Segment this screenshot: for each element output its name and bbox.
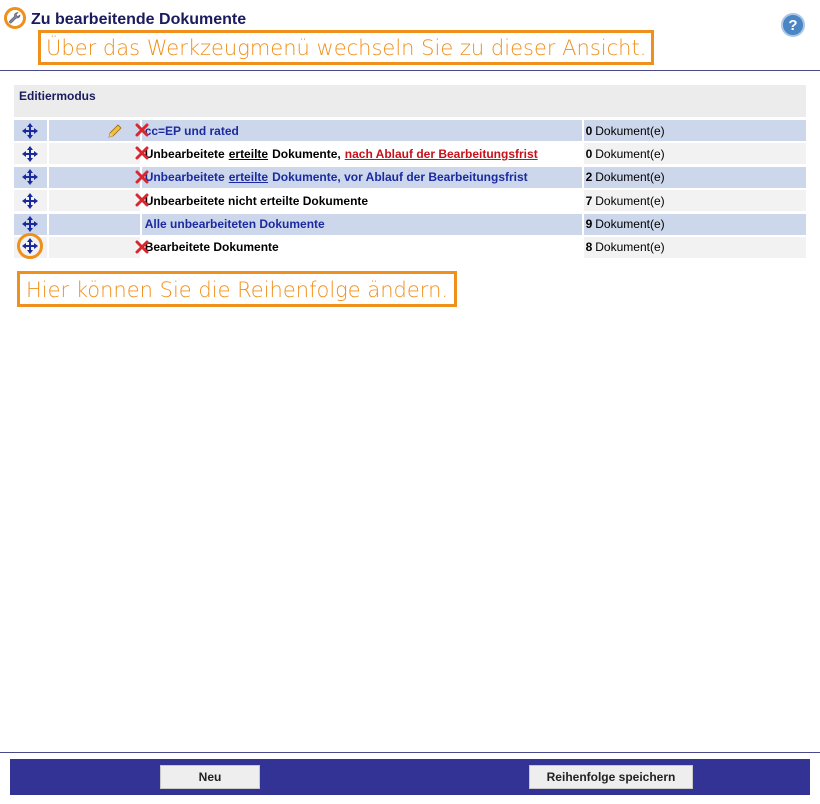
move-icon	[22, 216, 38, 232]
move-icon	[22, 238, 38, 254]
delete-icon[interactable]	[135, 146, 149, 165]
row-label[interactable]: Alle unbearbeiteten Dokumente	[142, 214, 582, 235]
list-item	[14, 167, 806, 188]
mode-bar	[14, 85, 806, 117]
row-label[interactable]	[142, 167, 582, 188]
row-label[interactable]: Unbearbeitete nicht erteilte Dokumente	[142, 190, 582, 211]
count-value: 0	[585, 123, 593, 138]
header-divider	[0, 70, 820, 71]
count-value: 2	[585, 170, 593, 185]
move-icon	[22, 169, 38, 185]
row-count	[584, 214, 806, 235]
highlight-ring	[17, 233, 43, 259]
label-part: Dokumente,	[272, 146, 341, 161]
deadline-link[interactable]: nach Ablauf der Bearbeitungsfrist	[344, 146, 538, 161]
label-part: Dokumente, vor Ablauf der Bearbeitungsfrist	[272, 170, 528, 185]
delete-icon[interactable]	[135, 240, 149, 259]
count-value: 0	[585, 146, 593, 161]
mode-label: Editiermodus	[19, 89, 96, 103]
wrench-icon[interactable]	[4, 7, 26, 29]
delete-icon[interactable]	[135, 193, 149, 212]
count-value: 8	[585, 240, 593, 255]
list-item	[14, 143, 806, 164]
footer-bar	[10, 759, 810, 795]
count-unit: Dokument(e)	[595, 217, 665, 232]
row-label[interactable]	[142, 143, 582, 164]
list-item	[14, 120, 806, 141]
callout-view-hint: Über das Werkzeugmenü wechseln Sie zu dieser Ansicht.	[38, 30, 654, 65]
move-handle[interactable]	[14, 120, 47, 141]
move-handle[interactable]	[14, 214, 47, 235]
move-handle[interactable]	[14, 143, 47, 164]
count-value: 7	[585, 193, 593, 208]
label-underlined: erteilte	[228, 146, 269, 161]
label-part: Unbearbeitete	[144, 170, 225, 185]
list-item	[14, 190, 806, 211]
delete-icon[interactable]	[135, 123, 149, 142]
page-title: Zu bearbeitende Dokumente	[31, 11, 247, 28]
move-handle[interactable]	[14, 190, 47, 211]
count-unit: Dokument(e)	[595, 146, 665, 161]
list-item	[14, 214, 806, 235]
row-count	[584, 167, 806, 188]
count-unit: Dokument(e)	[595, 240, 665, 255]
row-count	[584, 143, 806, 164]
footer-divider	[0, 752, 820, 753]
count-unit: Dokument(e)	[595, 193, 665, 208]
count-unit: Dokument(e)	[595, 123, 665, 138]
help-icon[interactable]: ?	[781, 13, 805, 37]
row-label[interactable]: Bearbeitete Dokumente	[142, 237, 582, 258]
document-category-list	[14, 120, 806, 260]
row-label[interactable]: cc=EP und rated	[142, 120, 582, 141]
move-handle[interactable]	[14, 167, 47, 188]
count-value: 9	[585, 217, 593, 232]
row-count	[584, 190, 806, 211]
save-order-button[interactable]: Reihenfolge speichern	[529, 765, 693, 789]
count-unit: Dokument(e)	[595, 170, 665, 185]
label-part: Unbearbeitete	[144, 146, 225, 161]
list-item	[14, 237, 806, 258]
move-icon	[22, 123, 38, 139]
move-handle[interactable]	[14, 237, 47, 258]
move-icon	[22, 146, 38, 162]
delete-icon[interactable]	[135, 170, 149, 189]
label-underlined: erteilte	[228, 170, 269, 185]
row-count	[584, 237, 806, 258]
pencil-icon[interactable]	[107, 123, 123, 144]
new-button[interactable]: Neu	[160, 765, 260, 789]
move-icon	[22, 193, 38, 209]
callout-reorder-hint: Hier können Sie die Reihenfolge ändern.	[17, 271, 457, 307]
row-count	[584, 120, 806, 141]
